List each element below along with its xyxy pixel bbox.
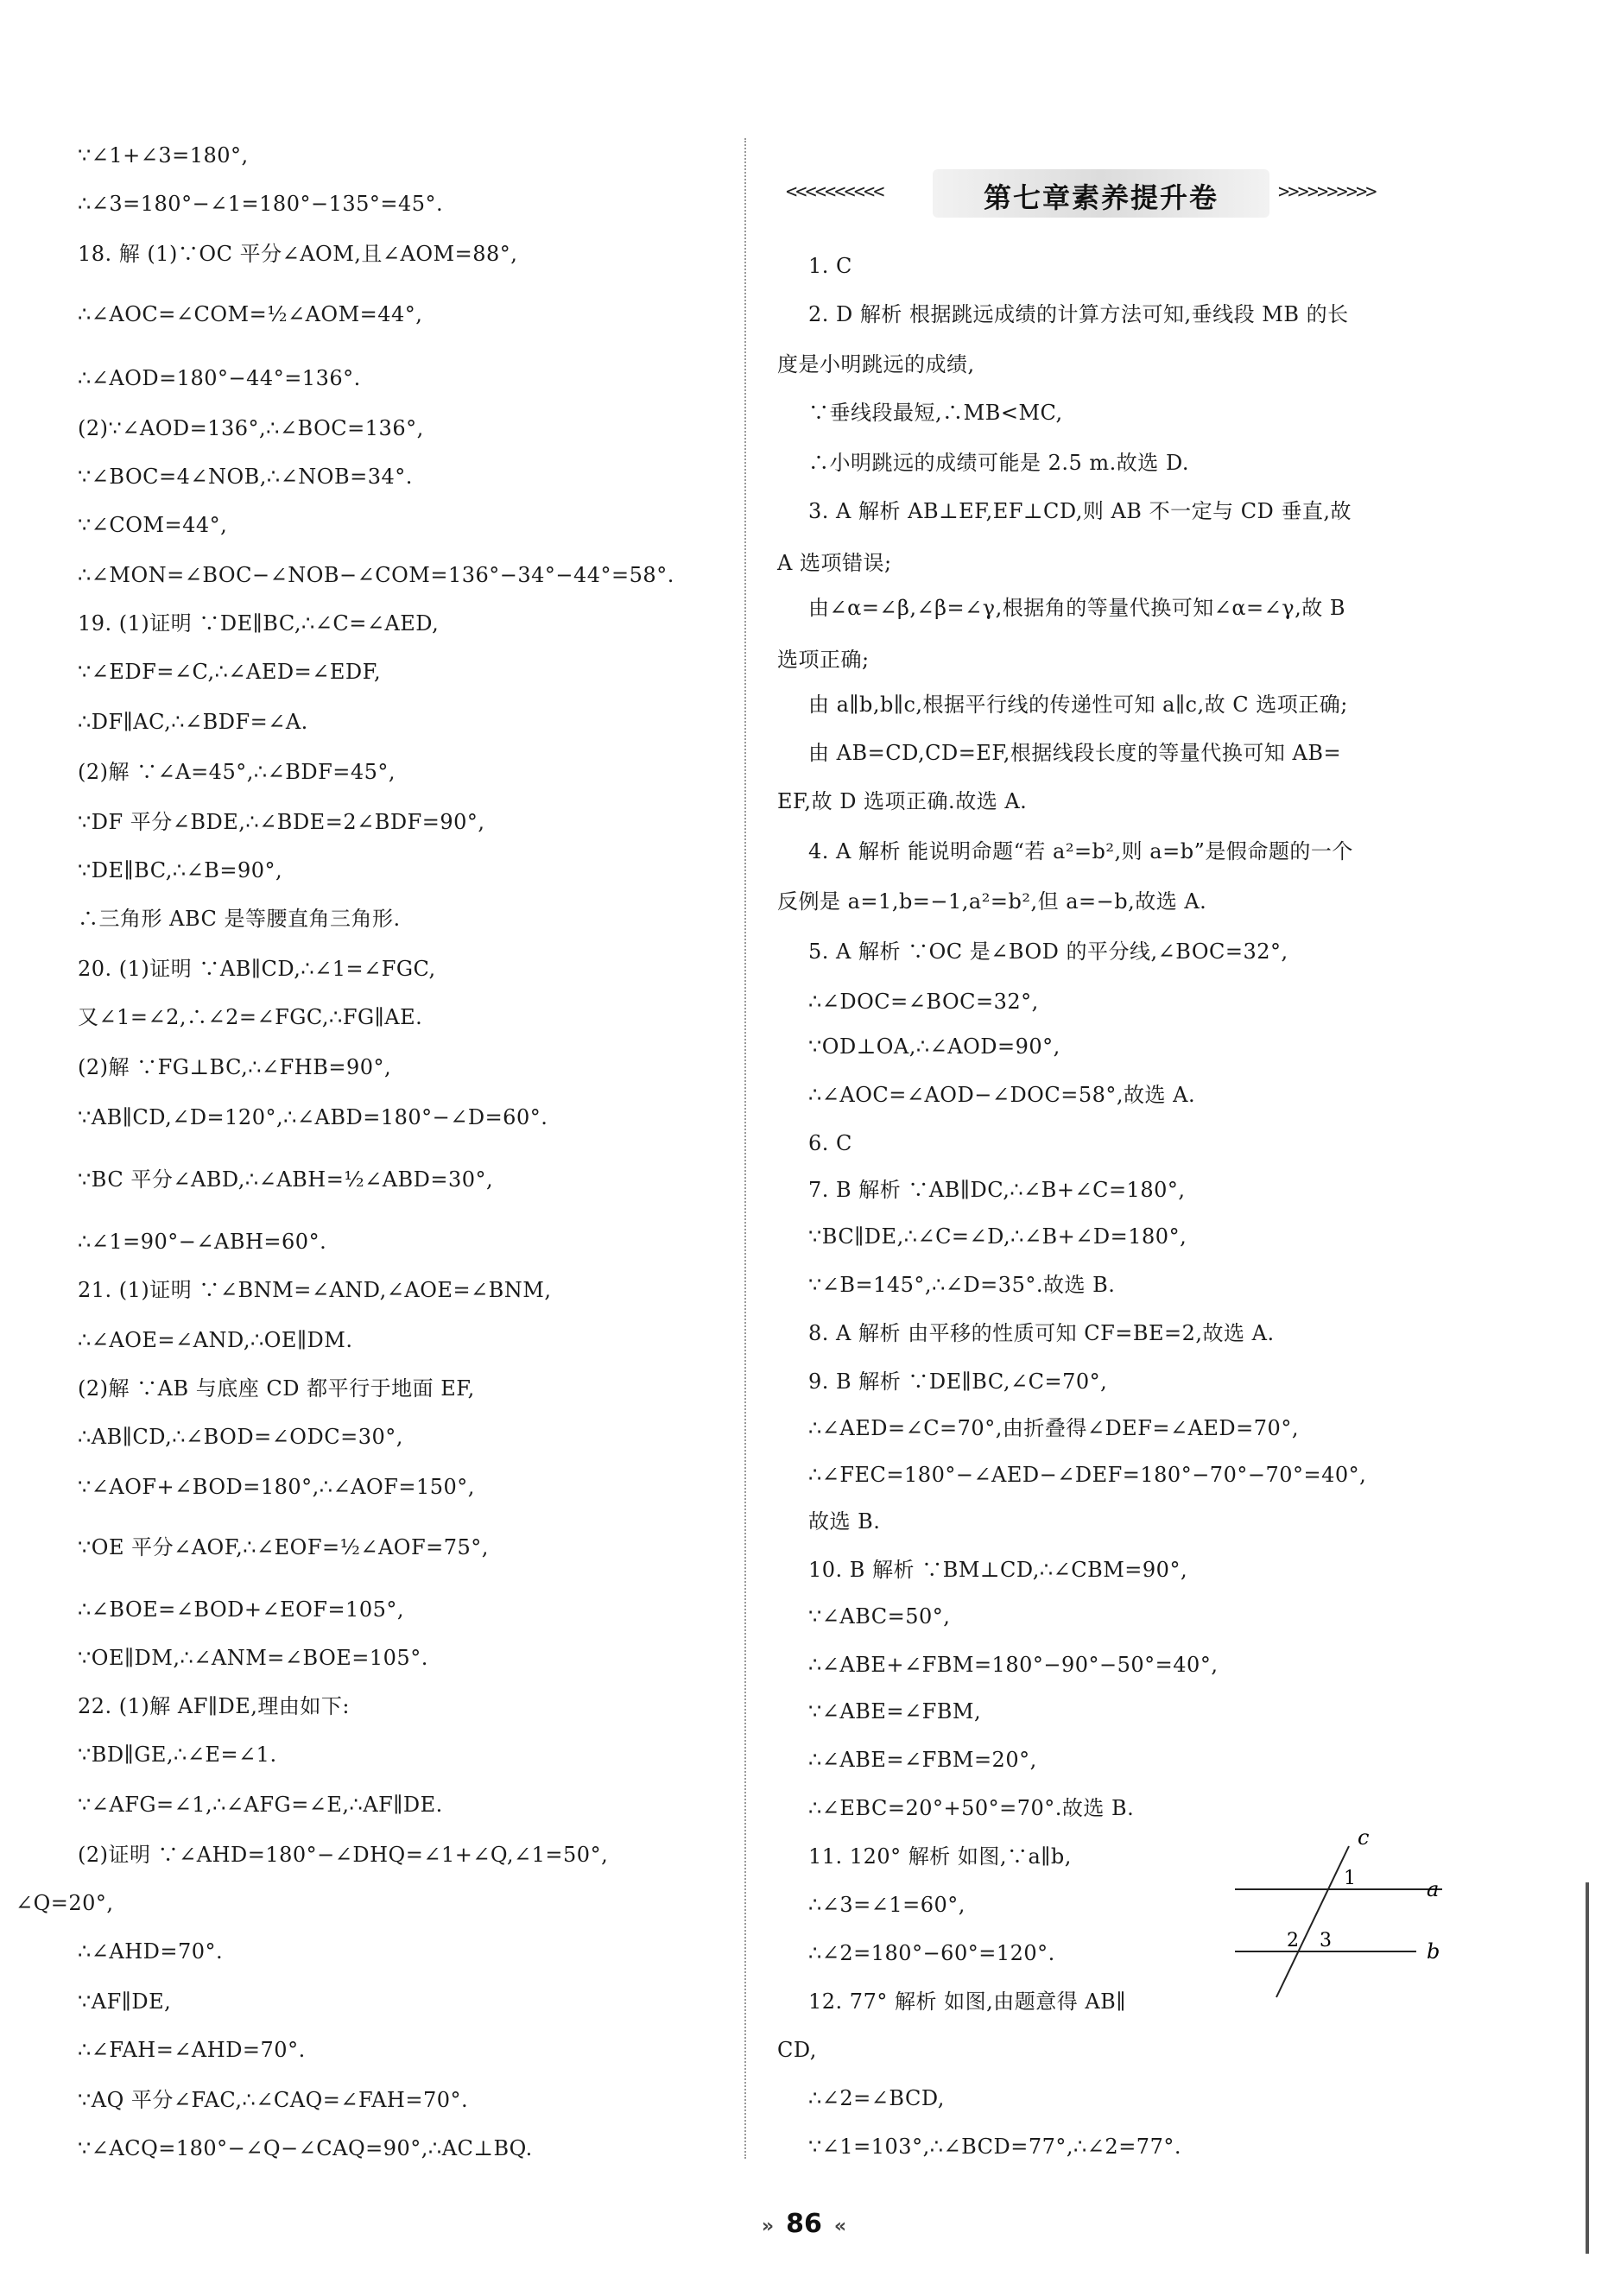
left-text-line: 20. (1)证明 ∵AB∥CD,∴∠1=∠FGC, [78,957,436,981]
right-text-line: 8. A 解析 由平移的性质可知 CF=BE=2,故选 A. [808,1321,1275,1345]
left-text-line: 22. (1)解 AF∥DE,理由如下: [78,1694,350,1718]
page-number-value: 86 [786,2209,822,2239]
line-c [1276,1846,1349,1997]
right-text-line: ∴∠3=∠1=60°, [808,1893,965,1917]
left-text-line: ∵OE∥DM,∴∠ANM=∠BOE=105°. [78,1646,428,1670]
column-divider [744,138,746,2159]
left-text-line: ∵AF∥DE, [78,1989,172,2014]
right-text-line: 选项正确; [777,648,870,672]
right-text-line: ∵OD⊥OA,∴∠AOD=90°, [808,1034,1060,1059]
left-text-line: ∴∠MON=∠BOC−∠NOB−∠COM=136°−34°−44°=58°. [78,563,674,587]
right-text-line: ∴∠2=∠BCD, [808,2086,945,2110]
left-text-line: ∠Q=20°, [16,1891,114,1915]
right-text-line: 5. A 解析 ∵OC 是∠BOD 的平分线,∠BOC=32°, [808,939,1288,964]
right-text-line: 3. A 解析 AB⊥EF,EF⊥CD,则 AB 不一定与 CD 垂直,故 [808,499,1352,523]
right-text-line: 由∠α=∠β,∠β=∠γ,根据角的等量代换可知∠α=∠γ,故 B [808,596,1345,620]
left-text-line: ∵DF 平分∠BDE,∴∠BDE=2∠BDF=90°, [78,810,485,834]
left-text-line: (2)解 ∵∠A=45°,∴∠BDF=45°, [78,760,396,784]
left-text-line: 18. 解 (1)∵OC 平分∠AOM,且∠AOM=88°, [78,242,518,266]
left-text-line: ∵∠COM=44°, [78,513,228,537]
left-text-line: ∴AB∥CD,∴∠BOD=∠ODC=30°, [78,1425,403,1449]
right-text-line: ∴∠2=180°−60°=120°. [808,1941,1055,1965]
left-text-line: ∵AQ 平分∠FAC,∴∠CAQ=∠FAH=70°. [78,2088,469,2112]
right-text-line: ∴∠ABE=∠FBM=20°, [808,1748,1037,1772]
right-text-line: ∵∠ABE=∠FBM, [808,1699,982,1724]
right-text-line: EF,故 D 选项正确.故选 A. [777,789,1028,813]
left-text-line: (2)∵∠AOD=136°,∴∠BOC=136°, [78,416,424,440]
left-text-line: ∴DF∥AC,∴∠BDF=∠A. [78,710,308,734]
section-title-box [933,169,1269,218]
label-c: c [1358,1829,1370,1850]
right-text-line: ∵∠B=145°,∴∠D=35°.故选 B. [808,1273,1116,1297]
right-text-line: 反例是 a=1,b=−1,a²=b²,但 a=−b,故选 A. [777,889,1207,914]
right-text-line: 4. A 解析 能说明命题“若 a²=b²,则 a=b”是假命题的一个 [808,839,1353,863]
page-edge-shadow [1586,1882,1589,2254]
right-text-line: ∴∠DOC=∠BOC=32°, [808,990,1039,1014]
arrows-right-decoration: >>>>>>>>>> [1278,181,1376,203]
right-text-line: ∴∠ABE+∠FBM=180°−90°−50°=40°, [808,1653,1219,1677]
right-text-line: 11. 120° 解析 如图,∵a∥b, [808,1844,1072,1869]
right-text-line: 7. B 解析 ∵AB∥DC,∴∠B+∠C=180°, [808,1178,1186,1202]
left-text-line: ∵BD∥GE,∴∠E=∠1. [78,1743,277,1767]
right-text-line: ∴小明跳远的成绩可能是 2.5 m.故选 D. [808,451,1189,475]
page-deco-left: » [761,2216,775,2237]
left-text-line: ∵DE∥BC,∴∠B=90°, [78,858,283,882]
left-text-line: ∵∠BOC=4∠NOB,∴∠NOB=34°. [78,465,413,489]
left-text-line: ∵∠1+∠3=180°, [78,143,249,168]
page-deco-right: « [833,2216,847,2237]
right-text-line: 9. B 解析 ∵DE∥BC,∠C=70°, [808,1369,1108,1394]
left-text-line: ∵BC 平分∠ABD,∴∠ABH=½∠ABD=30°, [78,1167,494,1192]
right-text-line: ∵∠ABC=50°, [808,1604,951,1629]
left-text-line: ∴∠3=180°−∠1=180°−135°=45°. [78,192,444,216]
left-text-line: ∵∠AOF+∠BOD=180°,∴∠AOF=150°, [78,1475,475,1499]
right-text-line: ∴∠AOC=∠AOD−∠DOC=58°,故选 A. [808,1083,1196,1107]
right-text-line: 1. C [808,254,852,278]
left-text-line: ∴∠BOE=∠BOD+∠EOF=105°, [78,1597,404,1622]
right-text-line: 由 a∥b,b∥c,根据平行线的传递性可知 a∥c,故 C 选项正确; [808,693,1348,717]
angle-label-3: 3 [1320,1930,1332,1951]
right-text-line: 2. D 解析 根据跳远成绩的计算方法可知,垂线段 MB 的长 [808,302,1349,326]
left-text-line: ∴三角形 ABC 是等腰直角三角形. [78,907,401,931]
left-text-line: 21. (1)证明 ∵∠BNM=∠AND,∠AOE=∠BNM, [78,1278,552,1302]
left-text-line: ∵∠AFG=∠1,∴∠AFG=∠E,∴AF∥DE. [78,1793,443,1817]
left-text-line: ∴∠AHD=70°. [78,1939,224,1964]
label-b: b [1427,1939,1440,1964]
left-text-line: ∴∠FAH=∠AHD=70°. [78,2038,306,2062]
parallel-lines-figure [1235,1829,1459,2002]
left-text-line: (2)解 ∵AB 与底座 CD 都平行于地面 EF, [78,1376,475,1401]
label-a: a [1427,1877,1440,1901]
right-text-line: ∴∠FEC=180°−∠AED−∠DEF=180°−70°−70°=40°, [808,1463,1367,1487]
left-text-line: ∴∠1=90°−∠ABH=60°. [78,1230,327,1254]
left-text-line: ∵AB∥CD,∠D=120°,∴∠ABD=180°−∠D=60°. [78,1105,548,1129]
left-text-line: (2)解 ∵FG⊥BC,∴∠FHB=90°, [78,1055,392,1079]
angle-label-1: 1 [1344,1868,1356,1889]
arrows-left-decoration: <<<<<<<<<< [786,181,883,203]
right-text-line: ∴∠AED=∠C=70°,由折叠得∠DEF=∠AED=70°, [808,1416,1299,1440]
page-number [0,2209,1608,2239]
left-text-line: 19. (1)证明 ∵DE∥BC,∴∠C=∠AED, [78,611,440,636]
right-text-line: ∵垂线段最短,∴MB<MC, [808,401,1063,425]
right-text-line: ∴∠EBC=20°+50°=70°.故选 B. [808,1796,1135,1820]
left-text-line: ∴∠AOC=∠COM=½∠AOM=44°, [78,302,423,326]
right-text-line: A 选项错误; [777,551,892,575]
left-text-line: ∵∠ACQ=180°−∠Q−∠CAQ=90°,∴AC⊥BQ. [78,2136,533,2160]
section-header [777,169,1434,218]
left-text-line: ∴∠AOE=∠AND,∴OE∥DM. [78,1328,353,1352]
left-text-line: ∴∠AOD=180°−44°=136°. [78,366,361,390]
right-text-line: CD, [777,2038,817,2062]
right-text-line: 度是小明跳远的成绩, [777,352,975,376]
right-text-line: 故选 B. [808,1509,881,1534]
left-text-line: 又∠1=∠2,∴∠2=∠FGC,∴FG∥AE. [78,1005,423,1029]
left-text-line: (2)证明 ∵∠AHD=180°−∠DHQ=∠1+∠Q,∠1=50°, [78,1843,609,1867]
left-text-line: ∵∠EDF=∠C,∴∠AED=∠EDF, [78,660,382,684]
right-text-line: ∵∠1=103°,∴∠BCD=77°,∴∠2=77°. [808,2135,1181,2159]
right-text-line: 由 AB=CD,CD=EF,根据线段长度的等量代换可知 AB= [808,741,1342,765]
angle-label-2: 2 [1287,1930,1299,1951]
left-text-line: ∵OE 平分∠AOF,∴∠EOF=½∠AOF=75°, [78,1535,489,1559]
right-text-line: 12. 77° 解析 如图,由题意得 AB∥ [808,1989,1126,2014]
right-text-line: 6. C [808,1131,852,1155]
section-title: 第七章素养提升卷 [983,181,1219,214]
right-text-line: ∵BC∥DE,∴∠C=∠D,∴∠B+∠D=180°, [808,1224,1187,1249]
right-text-line: 10. B 解析 ∵BM⊥CD,∴∠CBM=90°, [808,1558,1188,1582]
